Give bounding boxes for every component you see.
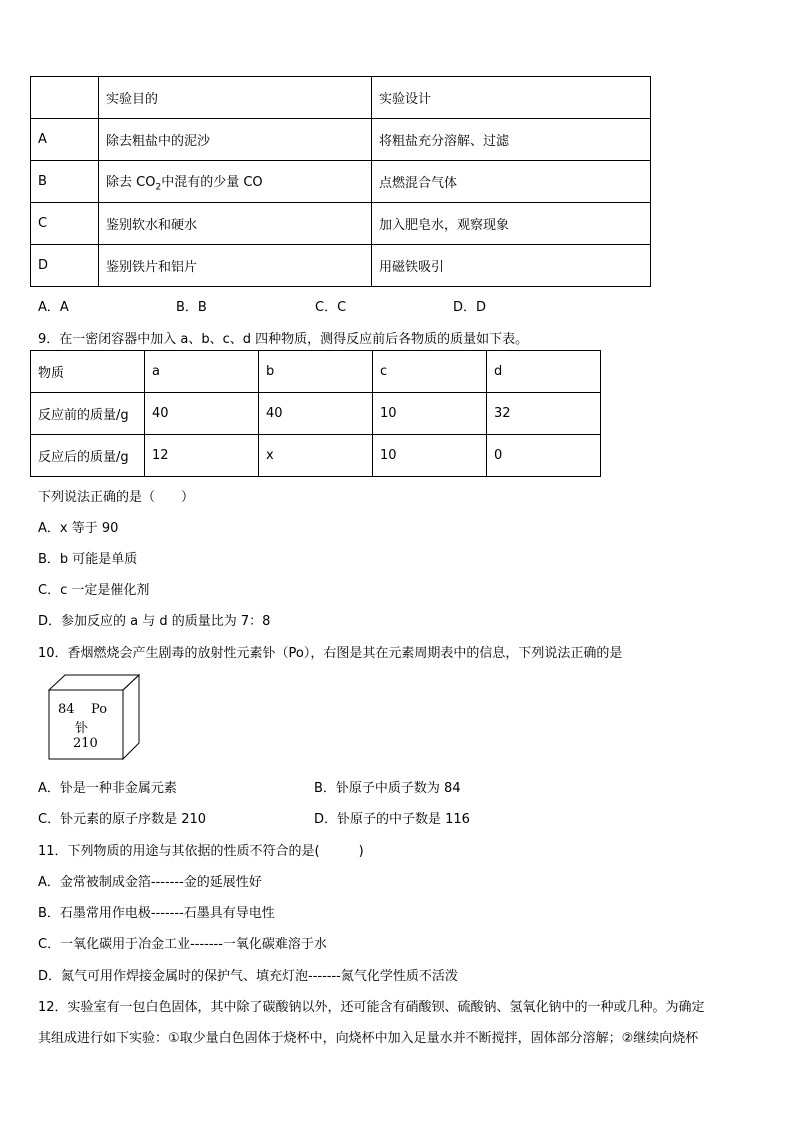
purpose-text: 中混有的少量 CO — [161, 174, 263, 190]
option-a: A．钋是一种非金属元素 — [38, 781, 177, 796]
purpose-text: 除去 CO — [106, 174, 156, 190]
option-b: B．B — [176, 300, 207, 315]
question-9-stem: 9．在一密闭容器中加入 a、b、c、d 四种物质，测得反应前后各物质的质量如下表。 — [38, 332, 529, 347]
option-d: D．参加反应的 a 与 d 的质量比为 7：8 — [38, 614, 271, 629]
table-cell: c — [373, 351, 487, 393]
table-cell: a — [145, 351, 259, 393]
option-c: C．C — [315, 300, 347, 315]
option-c: C．一氧化碳用于冶金工业-------一氧化碳难溶于水 — [38, 937, 327, 952]
element-name: 钋 — [75, 721, 89, 736]
table-cell: 鉴别软水和硬水 — [99, 203, 372, 245]
question-10-stem: 10．香烟燃烧会产生剧毒的放射性元素钋（Po），右图是其在元素周期表中的信息，下列说法正确的是 — [38, 646, 623, 661]
table-cell: 10 — [373, 393, 487, 435]
table-cell: b — [259, 351, 373, 393]
table-cell: 反应前的质量/g — [31, 393, 145, 435]
table-cell: B — [31, 161, 99, 203]
table-cell: 40 — [259, 393, 373, 435]
table-cell: 除去粗盐中的泥沙 — [99, 119, 372, 161]
table-cell: x — [259, 435, 373, 477]
option-a: A．x 等于 90 — [38, 521, 119, 536]
table-row — [31, 119, 651, 161]
table-cell: 10 — [373, 435, 487, 477]
table-cell: 物质 — [31, 351, 145, 393]
table-cell: 实验目的 — [99, 77, 372, 119]
table-row — [31, 203, 651, 245]
subscript: 2 — [155, 182, 162, 193]
option-b: B．b 可能是单质 — [38, 552, 138, 567]
option-b: B．石墨常用作电极-------石墨具有导电性 — [38, 906, 275, 921]
table-row — [31, 393, 601, 435]
table-cell: 将粗盐充分溶解、过滤 — [372, 119, 651, 161]
table-row — [31, 161, 651, 203]
table-cell — [31, 77, 99, 119]
table-header-row — [31, 351, 601, 393]
table-header-row — [31, 77, 651, 119]
question-11-stem: 11．下列物质的用途与其依据的性质不符合的是( ) — [38, 844, 364, 859]
element-symbol: Po — [91, 702, 108, 717]
option-a: A．金常被制成金箔-------金的延展性好 — [38, 875, 262, 890]
table-cell: 40 — [145, 393, 259, 435]
table-cell — [99, 161, 372, 203]
option-d: D．氮气可用作焊接金属时的保护气、填充灯泡-------氮气化学性质不活泼 — [38, 969, 458, 984]
option-c: C．c 一定是催化剂 — [38, 583, 150, 598]
table-cell: 12 — [145, 435, 259, 477]
option-a: A．A — [38, 300, 69, 315]
question-9-prompt: 下列说法正确的是（ ） — [38, 490, 195, 505]
experiment-table — [30, 76, 651, 287]
table-row — [31, 435, 601, 477]
table-cell: 加入肥皂水，观察现象 — [372, 203, 651, 245]
table-cell: 鉴别铁片和铝片 — [99, 245, 372, 287]
element-cell-po — [48, 674, 140, 760]
question-12-line-1: 12．实验室有一包白色固体，其中除了碳酸钠以外，还可能含有硝酸钡、硫酸钠、氢氧化钠中的一种或几种。为确定 — [38, 1000, 705, 1015]
table-cell: C — [31, 203, 99, 245]
table-cell: 用磁铁吸引 — [372, 245, 651, 287]
table-cell: A — [31, 119, 99, 161]
atomic-number: 84 — [58, 702, 75, 717]
table-cell: 反应后的质量/g — [31, 435, 145, 477]
option-b: B．钋原子中质子数为 84 — [314, 781, 461, 796]
mass-table — [30, 350, 601, 477]
table-cell: 32 — [487, 393, 601, 435]
option-c: C．钋元素的原子序数是 210 — [38, 812, 207, 827]
table-cell: 点燃混合气体 — [372, 161, 651, 203]
option-d: D．钋原子的中子数是 116 — [314, 812, 470, 827]
table-cell: 0 — [487, 435, 601, 477]
table-cell: 实验设计 — [372, 77, 651, 119]
table-cell: d — [487, 351, 601, 393]
table-cell: D — [31, 245, 99, 287]
table-row — [31, 245, 651, 287]
atomic-mass: 210 — [73, 736, 98, 751]
option-d: D．D — [453, 300, 487, 315]
question-12-line-2: 其组成进行如下实验：①取少量白色固体于烧杯中，向烧杯中加入足量水并不断搅拌，固体部分溶解；②继续向烧杯 — [38, 1031, 699, 1046]
